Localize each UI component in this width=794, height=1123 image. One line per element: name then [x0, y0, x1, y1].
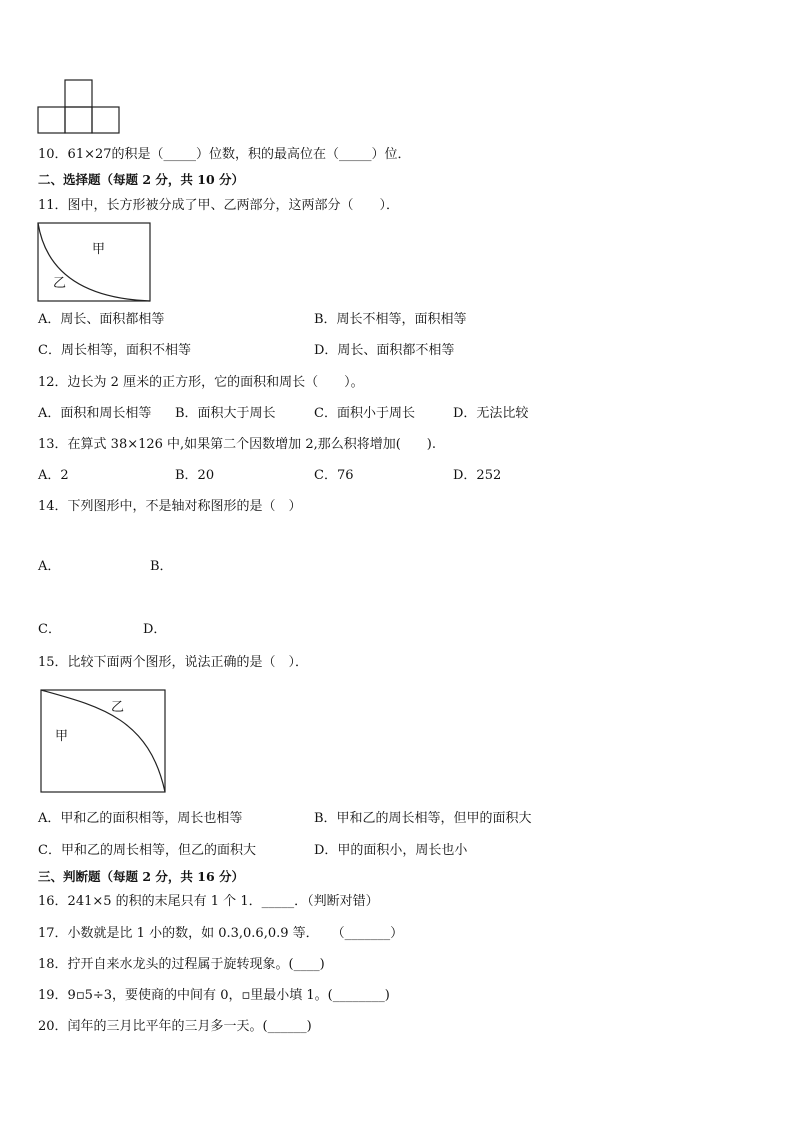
question-14-option-d[interactable]: D．	[143, 622, 167, 637]
question-10: 10．61×27的积是（_____）位数，积的最高位在（_____）位．	[38, 147, 411, 162]
question-15-option-c[interactable]: C．甲和乙的周长相等，但乙的面积大	[38, 843, 256, 858]
q11-label-yi: 乙	[53, 276, 67, 291]
question-14-option-b[interactable]: B．	[150, 559, 173, 574]
q15-label-jia: 甲	[55, 729, 69, 744]
unit-squares-figure	[36, 76, 126, 136]
q15-label-yi: 乙	[111, 700, 125, 715]
question-15-option-d[interactable]: D．甲的面积小，周长也小	[314, 843, 468, 858]
question-11-stem: 11．图中，长方形被分成了甲、乙两部分，这两部分（ ）．	[38, 198, 400, 213]
question-15-option-a[interactable]: A．甲和乙的面积相等，周长也相等	[38, 811, 243, 826]
question-14-option-a[interactable]: A．	[38, 559, 61, 574]
question-11-figure	[36, 221, 152, 303]
question-13-option-a[interactable]: A．2	[38, 468, 69, 483]
question-12-option-b[interactable]: B．面积大于周长	[175, 406, 276, 421]
question-19: 19．9▫5÷3，要使商的中间有 0，▫里最小填 1。(________)	[38, 988, 390, 1003]
question-12-option-a[interactable]: A．面积和周长相等	[38, 406, 152, 421]
question-12-stem: 12．边长为 2 厘米的正方形，它的面积和周长（ ）。	[38, 375, 364, 390]
question-11-option-a[interactable]: A．周长、面积都相等	[38, 312, 165, 327]
question-15-option-b[interactable]: B．甲和乙的周长相等，但甲的面积大	[314, 811, 532, 826]
question-12-option-c[interactable]: C．面积小于周长	[314, 406, 415, 421]
question-18: 18．拧开自来水龙头的过程属于旋转现象。(____)	[38, 957, 325, 972]
question-13-stem: 13．在算式 38×126 中,如果第二个因数增加 2,那么积将增加( ).	[38, 437, 436, 452]
question-16: 16．241×5 的积的末尾只有 1 个 1．_____．（判断对错）	[38, 894, 379, 909]
question-14-option-c[interactable]: C．	[38, 622, 61, 637]
question-11-option-c[interactable]: C．周长相等，面积不相等	[38, 343, 191, 358]
question-13-option-b[interactable]: B．20	[175, 468, 215, 483]
question-11-option-b[interactable]: B．周长不相等，面积相等	[314, 312, 467, 327]
question-20: 20．闰年的三月比平年的三月多一天。(______)	[38, 1019, 312, 1034]
section-2-heading: 二、选择题（每题 2 分，共 10 分）	[38, 172, 245, 187]
question-13-option-c[interactable]: C．76	[314, 468, 354, 483]
section-3-heading: 三、判断题（每题 2 分，共 16 分）	[38, 869, 245, 884]
question-15-figure	[39, 688, 169, 794]
question-17: 17．小数就是比 1 小的数，如 0.3,0.6,0.9 等． （_______）	[38, 926, 404, 941]
question-11-option-d[interactable]: D．周长、面积都不相等	[314, 343, 455, 358]
question-12-option-d[interactable]: D．无法比较	[453, 406, 529, 421]
q11-label-jia: 甲	[92, 242, 106, 257]
question-14-stem: 14．下列图形中，不是轴对称图形的是（ ）	[38, 499, 302, 514]
question-13-option-d[interactable]: D．252	[453, 468, 502, 483]
question-15-stem: 15．比较下面两个图形，说法正确的是（ ）．	[38, 655, 309, 670]
